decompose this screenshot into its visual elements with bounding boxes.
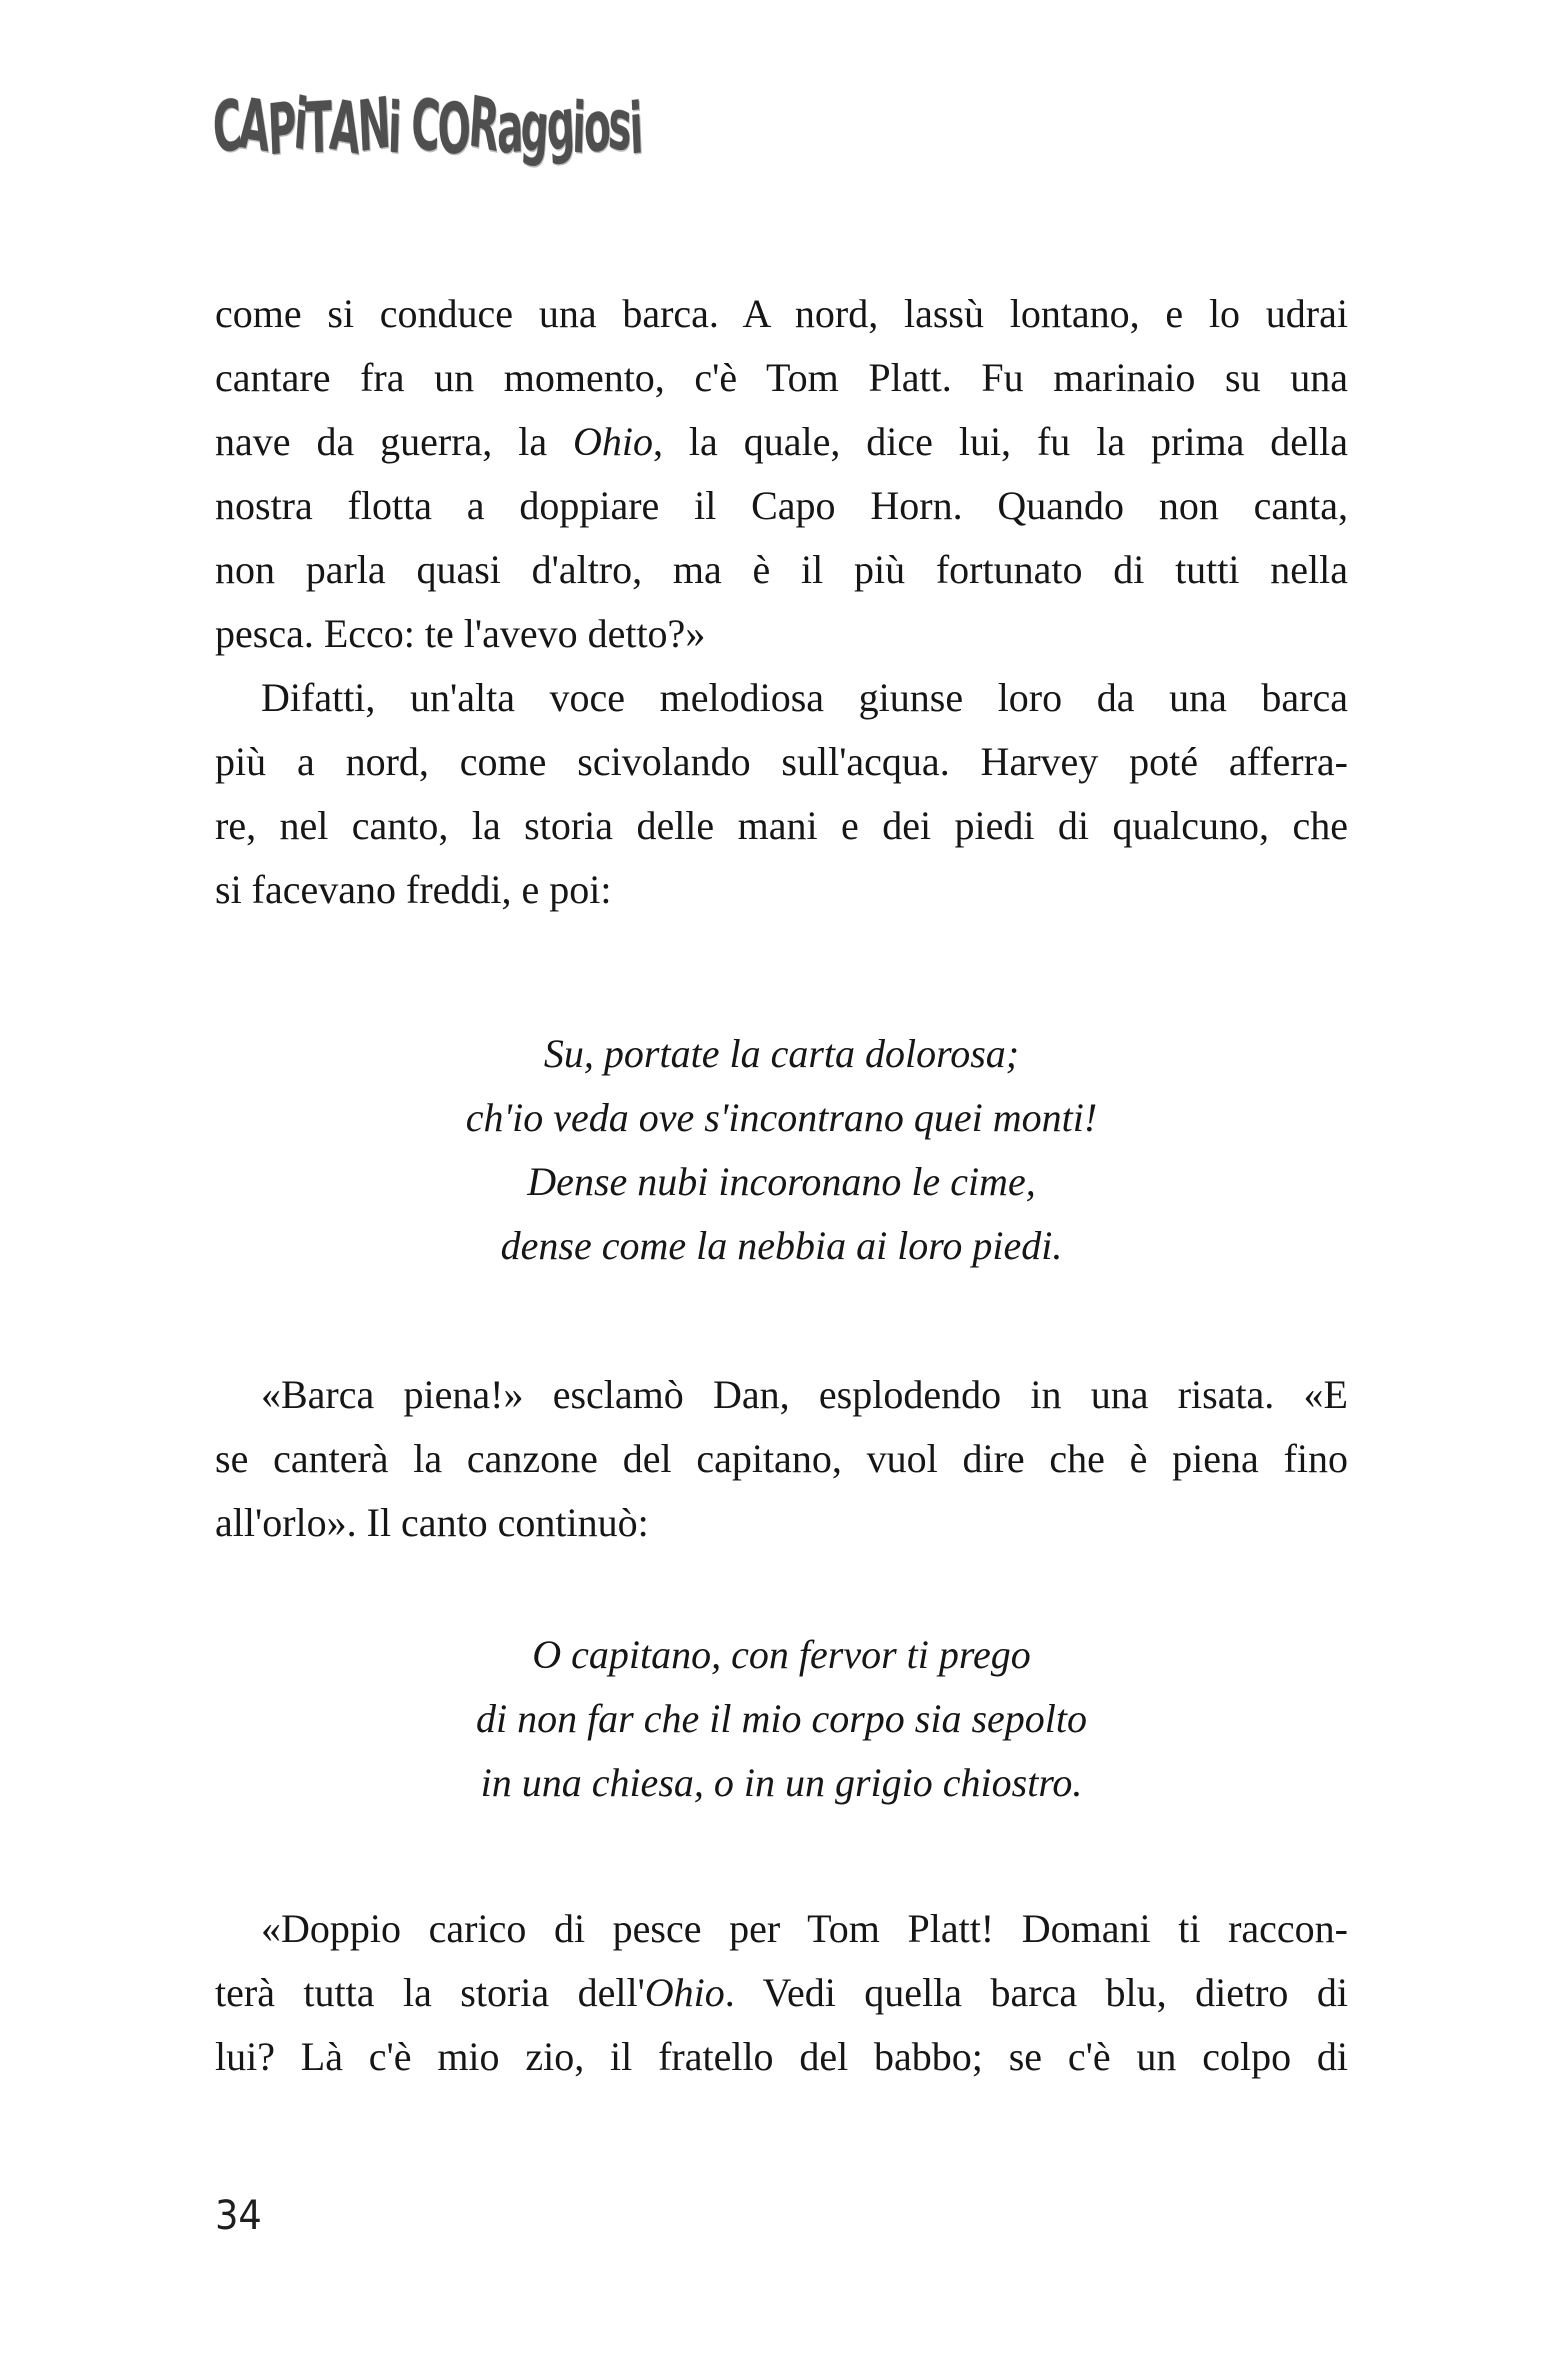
text-line xyxy=(215,1214,1348,1278)
text-segment: . Vedi quella barca blu, dietro di xyxy=(724,1970,1348,2015)
text-segment: Su, portate la carta dolorosa; xyxy=(543,1031,1020,1076)
text-segment: in una chiesa, o in un grigio chiostro. xyxy=(480,1760,1083,1805)
logo-letter: o xyxy=(581,83,611,171)
logo-letter: O xyxy=(436,86,471,172)
text-line xyxy=(215,1086,1348,1150)
paragraph xyxy=(215,1897,1348,2089)
text-line xyxy=(215,602,1348,666)
text-segment: di non far che il mio corpo sia sepolto xyxy=(475,1696,1088,1741)
text-segment: nostra flotta a doppiare il Capo Horn. Quando non canta, xyxy=(215,483,1348,528)
text-segment: se canterà la canzone del capitano, vuol dire che è piena fino xyxy=(215,1436,1348,1481)
text-line xyxy=(215,1897,1348,1961)
text-line xyxy=(215,2025,1348,2089)
verse-stanza xyxy=(215,1022,1348,1278)
text-segment: come si conduce una barca. A nord, lassù lontano, e lo udrai xyxy=(215,291,1348,336)
text-segment: ch'io veda ove s'incontrano quei monti! xyxy=(465,1095,1098,1140)
text-segment: cantare fra un momento, c'è Tom Platt. Fu marinaio su una xyxy=(215,355,1348,400)
logo-letter: T xyxy=(304,86,331,170)
text-segment: «Doppio carico di pesce per Tom Platt! Domani ti raccon- xyxy=(261,1906,1348,1951)
paragraph xyxy=(215,282,1348,666)
text-line xyxy=(215,1363,1348,1427)
logo-letter: A xyxy=(327,83,361,171)
logo-letter: C xyxy=(409,82,440,168)
text-segment: terà tutta la storia dell' xyxy=(215,1970,645,2015)
text-line xyxy=(215,1687,1348,1751)
italic-text: Ohio xyxy=(644,1970,725,2015)
text-line xyxy=(215,538,1348,602)
text-line xyxy=(215,1022,1348,1086)
text-segment: dense come la nebbia ai loro piedi. xyxy=(500,1223,1063,1268)
logo-letter: R xyxy=(466,80,500,168)
text-segment: si facevano freddi, e poi: xyxy=(215,867,612,912)
logo-letter: i xyxy=(387,86,401,170)
text-line xyxy=(215,410,1348,474)
text-line xyxy=(215,1961,1348,2025)
text-segment: all'orlo». Il canto continuò: xyxy=(215,1500,649,1545)
text-segment: Difatti, un'alta voce melodiosa giunse loro da una barca xyxy=(261,675,1348,720)
italic-text: Ohio xyxy=(573,419,653,464)
paragraph xyxy=(215,1363,1348,1555)
page-text-content xyxy=(215,282,1348,2089)
text-line xyxy=(215,730,1348,794)
text-segment: , la quale, dice lui, fu la prima della xyxy=(653,419,1348,464)
text-segment: non parla quasi d'altro, ma è il più fortunato di tutti nella xyxy=(215,547,1348,592)
logo-letter: i xyxy=(571,86,585,170)
text-segment: pesca. Ecco: te l'avevo detto?» xyxy=(215,611,706,656)
text-line xyxy=(215,1623,1348,1687)
logo-letter: A xyxy=(237,81,270,169)
page-number: 34 xyxy=(215,2193,262,2239)
text-line xyxy=(215,282,1348,346)
text-line xyxy=(215,474,1348,538)
text-line xyxy=(215,666,1348,730)
logo-letter: i xyxy=(628,87,643,171)
text-segment: nave da guerra, la xyxy=(215,419,573,464)
text-segment: lui? Là c'è mio zio, il fratello del babbo; se c'è un colpo di xyxy=(215,2034,1348,2079)
logo-letter: g xyxy=(518,83,550,171)
logo-letter: s xyxy=(606,82,632,168)
book-title-logo xyxy=(210,80,643,172)
text-segment: Dense nubi incoronano le cime, xyxy=(527,1159,1036,1204)
logo-letter: g xyxy=(544,82,575,168)
logo-letter: a xyxy=(495,86,522,170)
logo-letter: N xyxy=(355,81,391,169)
text-line xyxy=(215,346,1348,410)
paragraph xyxy=(215,666,1348,922)
text-segment: O capitano, con fervor ti prego xyxy=(532,1632,1031,1677)
logo-letter: i xyxy=(291,82,309,166)
text-line xyxy=(215,1150,1348,1214)
text-segment: re, nel canto, la storia delle mani e dei piedi di qualcuno, che xyxy=(215,803,1348,848)
text-line xyxy=(215,1751,1348,1815)
text-segment: più a nord, come scivolando sull'acqua. Harvey poté afferra- xyxy=(215,739,1348,784)
text-segment: «Barca piena!» esclamò Dan, esplodendo in una risata. «E xyxy=(261,1372,1348,1417)
logo-letter: C xyxy=(210,83,242,171)
text-line xyxy=(215,1491,1348,1555)
verse-stanza xyxy=(215,1623,1348,1815)
text-line xyxy=(215,1427,1348,1491)
text-line xyxy=(215,858,1348,922)
logo-letter: P xyxy=(266,86,296,172)
text-line xyxy=(215,794,1348,858)
